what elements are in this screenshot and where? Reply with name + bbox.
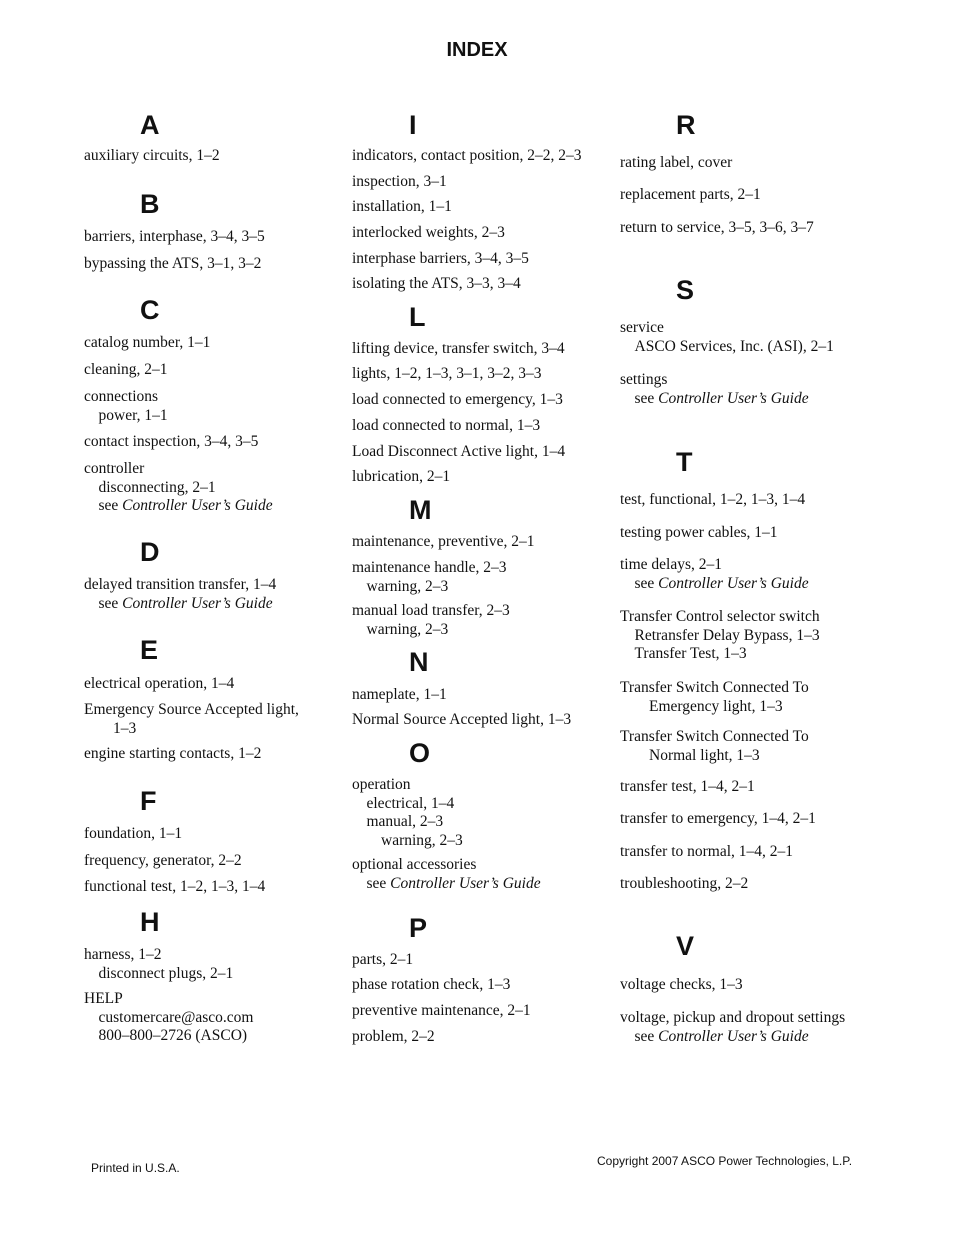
index-entry: HELP bbox=[84, 990, 123, 1007]
index-subentry: Transfer Test, 1–3 bbox=[634, 645, 747, 662]
printed-note: Printed in U.S.A. bbox=[91, 1161, 180, 1175]
index-entry: optional accessories bbox=[352, 856, 477, 873]
index-subentry: Retransfer Delay Bypass, 1–3 bbox=[634, 626, 820, 644]
index-subentry: see Controller User’s Guide bbox=[634, 1027, 809, 1045]
index-entry: parts, 2–1 bbox=[352, 951, 414, 968]
guide-reference: Controller User’s Guide bbox=[658, 1027, 809, 1045]
index-subentry: ASCO Services, Inc. (ASI), 2–1 bbox=[634, 337, 834, 355]
index-entry: isolating the ATS, 3–3, 3–4 bbox=[352, 275, 521, 292]
index-subentry: see Controller User’s Guide bbox=[98, 497, 273, 514]
section-letter-m: M bbox=[409, 495, 432, 525]
index-entry: lifting device, transfer switch, 3–4 bbox=[352, 340, 565, 357]
index-subentry: warning, 2–3 bbox=[381, 831, 463, 849]
index-subentry: Normal light, 1–3 bbox=[649, 746, 760, 764]
section-letter-o: O bbox=[409, 738, 431, 768]
index-entry: transfer test, 1–4, 2–1 bbox=[620, 778, 755, 795]
section-letter-s: S bbox=[676, 275, 695, 305]
index-entry: load connected to emergency, 1–3 bbox=[352, 391, 563, 408]
index-entry: Load Disconnect Active light, 1–4 bbox=[352, 443, 566, 460]
index-subentry: 1–3 bbox=[113, 719, 137, 737]
index-entry: delayed transition transfer, 1–4 bbox=[84, 576, 277, 593]
index-subentry: warning, 2–3 bbox=[366, 620, 449, 638]
index-entry: foundation, 1–1 bbox=[84, 825, 183, 842]
index-subentry: 800–800–2726 (ASCO) bbox=[98, 1027, 248, 1044]
index-subentry: see Controller User’s Guide bbox=[634, 574, 809, 592]
page-title: INDEX bbox=[446, 39, 508, 61]
index-entry: Normal Source Accepted light, 1–3 bbox=[352, 711, 572, 728]
index-entry: voltage checks, 1–3 bbox=[620, 976, 743, 993]
section-letter-l: L bbox=[409, 302, 426, 332]
index-entry: inspection, 3–1 bbox=[352, 173, 447, 190]
index-entry: lights, 1–2, 1–3, 3–1, 3–2, 3–3 bbox=[352, 365, 542, 382]
index-entry: lubrication, 2–1 bbox=[352, 468, 451, 485]
index-subentry: see Controller User’s Guide bbox=[634, 389, 809, 407]
guide-reference: Controller User’s Guide bbox=[122, 594, 273, 612]
index-entry: load connected to normal, 1–3 bbox=[352, 417, 541, 434]
copyright-note: Copyright 2007 ASCO Power Technologies, L.P. bbox=[597, 1154, 853, 1168]
index-entry: contact inspection, 3–4, 3–5 bbox=[84, 433, 259, 450]
index-entry: transfer to emergency, 1–4, 2–1 bbox=[620, 810, 816, 827]
index-subentry: disconnect plugs, 2–1 bbox=[98, 964, 234, 982]
section-letter-h: H bbox=[140, 907, 160, 937]
section-letter-p: P bbox=[409, 913, 428, 943]
index-entry: controller bbox=[84, 460, 145, 477]
index-entry: harness, 1–2 bbox=[84, 946, 162, 963]
index-entry: preventive maintenance, 2–1 bbox=[352, 1002, 531, 1019]
index-entry: voltage, pickup and dropout settings bbox=[620, 1009, 846, 1026]
index-subentry: see Controller User’s Guide bbox=[366, 874, 541, 892]
index-entry: indicators, contact position, 2–2, 2–3 bbox=[352, 147, 582, 164]
index-entry: problem, 2–2 bbox=[352, 1028, 435, 1045]
index-entry: maintenance, preventive, 2–1 bbox=[352, 533, 535, 550]
index-entry: frequency, generator, 2–2 bbox=[84, 852, 242, 869]
index-entry: Emergency Source Accepted light, bbox=[84, 701, 299, 718]
section-letter-e: E bbox=[140, 635, 159, 665]
index-entry: return to service, 3–5, 3–6, 3–7 bbox=[620, 219, 814, 236]
index-entry: nameplate, 1–1 bbox=[352, 686, 447, 703]
index-entry: interlocked weights, 2–3 bbox=[352, 224, 505, 241]
section-letter-i: I bbox=[409, 110, 417, 140]
section-letter-d: D bbox=[140, 537, 160, 567]
index-entry: operation bbox=[352, 776, 411, 793]
index-entry: testing power cables, 1–1 bbox=[620, 524, 778, 541]
index-entry: auxiliary circuits, 1–2 bbox=[84, 147, 220, 164]
section-letter-b: B bbox=[140, 189, 160, 219]
index-entry: manual load transfer, 2–3 bbox=[352, 602, 510, 619]
index-subentry: Emergency light, 1–3 bbox=[649, 697, 783, 715]
index-entry: bypassing the ATS, 3–1, 3–2 bbox=[84, 255, 262, 272]
index-entry: installation, 1–1 bbox=[352, 198, 452, 215]
index-subentry: customercare@asco.com bbox=[98, 1008, 254, 1026]
index-subentry: power, 1–1 bbox=[98, 406, 168, 424]
index-entry: barriers, interphase, 3–4, 3–5 bbox=[84, 228, 265, 245]
section-letter-c: C bbox=[140, 295, 160, 325]
index-entry: cleaning, 2–1 bbox=[84, 361, 168, 378]
index-entry: Transfer Switch Connected To bbox=[620, 679, 809, 696]
section-letter-a: A bbox=[140, 110, 160, 140]
index-entry: time delays, 2–1 bbox=[620, 556, 723, 573]
index-entry: electrical operation, 1–4 bbox=[84, 675, 235, 692]
section-letter-n: N bbox=[409, 647, 429, 677]
section-letter-f: F bbox=[140, 786, 157, 816]
index-subentry: electrical, 1–4 bbox=[366, 794, 455, 812]
section-letter-t: T bbox=[676, 447, 693, 477]
section-letter-v: V bbox=[676, 931, 695, 961]
section-letter-r: R bbox=[676, 110, 696, 140]
index-entry: replacement parts, 2–1 bbox=[620, 186, 761, 203]
index-entry: maintenance handle, 2–3 bbox=[352, 559, 507, 576]
index-entry: settings bbox=[620, 371, 668, 388]
index-entry: troubleshooting, 2–2 bbox=[620, 875, 749, 892]
index-entry: test, functional, 1–2, 1–3, 1–4 bbox=[620, 491, 806, 508]
index-entry: functional test, 1–2, 1–3, 1–4 bbox=[84, 878, 266, 895]
index-entry: catalog number, 1–1 bbox=[84, 334, 211, 351]
index-entry: Transfer Switch Connected To bbox=[620, 728, 809, 745]
index-subentry: warning, 2–3 bbox=[366, 577, 449, 595]
index-entry: transfer to normal, 1–4, 2–1 bbox=[620, 843, 794, 860]
index-entry: Transfer Control selector switch bbox=[620, 608, 820, 625]
index-entry: engine starting contacts, 1–2 bbox=[84, 745, 262, 762]
index-entry: service bbox=[620, 319, 664, 336]
guide-reference: Controller User’s Guide bbox=[390, 874, 541, 892]
index-entry: phase rotation check, 1–3 bbox=[352, 976, 511, 993]
index-subentry: see Controller User’s Guide bbox=[98, 594, 273, 612]
guide-reference: Controller User’s Guide bbox=[658, 389, 809, 407]
index-subentry: disconnecting, 2–1 bbox=[98, 478, 216, 496]
index-subentry: manual, 2–3 bbox=[366, 813, 444, 830]
guide-reference: Controller User’s Guide bbox=[658, 574, 809, 592]
index-entry: rating label, cover bbox=[620, 154, 733, 171]
index-entry: connections bbox=[84, 388, 159, 405]
index-entry: interphase barriers, 3–4, 3–5 bbox=[352, 250, 529, 267]
guide-reference: Controller User’s Guide bbox=[122, 497, 273, 514]
